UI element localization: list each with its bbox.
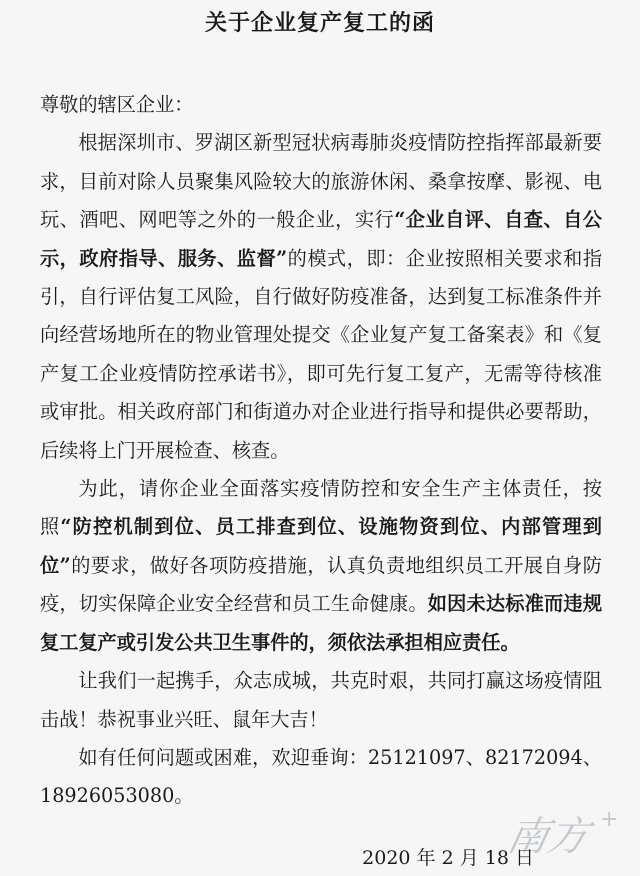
paragraph-1-bold: “企业自评、自查、自公示，政府指导、服务、监督” (40, 208, 602, 270)
paragraph-1-text-b: 的模式，即：企业按照相关要求和指引，自行评估复工风险，自行做好防疫准备，达到复工标准条件并向经营场地所在的物业管理处提交《企业复产复工备案表》和《复产复工企业疫情防控承诺书》，即可先行复工复产，无需等待核准或审批。相关政府部门和街道办对企业进行指导和提供必要帮助，后续将上门开展检查、核查。 (40, 246, 603, 462)
salutation: 尊敬的辖区企业： (40, 93, 194, 116)
letter-body (40, 86, 602, 816)
paragraph-1 (40, 124, 602, 470)
paragraph-1-text-a: 根据深圳市、罗湖区新型冠状病毒肺炎疫情防控指挥部最新要求，目前对除人员聚集风险较大的旅游休闲、桑拿按摩、影视、电玩、酒吧、网吧等之外的一般企业，实行 (40, 131, 602, 232)
paragraph-4-contact: 如有任何问题或困难，欢迎垂询：25121097、82172094、18926053080。 (40, 745, 602, 808)
paragraph-2-bold-2: 如因未达标准而违规复工复产或引发公共卫生事件的，须依法承担相应责任。 (40, 592, 603, 654)
letter-date: 2020 年 2 月 18 日 (362, 847, 534, 869)
page-title: 关于企业复产复工的函 (204, 10, 435, 36)
paragraph-2-text-b: 的要求，做好各项防疫措施，认真负责地组织员工开展自身防疫，切实保障企业安全经营和员工生命健康。 (40, 553, 602, 616)
watermark-text: 南方 (503, 812, 594, 860)
paragraph-2 (40, 470, 602, 662)
paragraph-2-bold-1: “防控机制到位、员工排查到位、设施物资到位、内部管理到位” (40, 515, 602, 577)
nanfang-plus-watermark-logo (502, 800, 624, 864)
paragraph-3: 让我们一起携手，众志成城，共克时艰，共同打赢这场疫情阻击战！恭祝事业兴旺、鼠年大吉！ (40, 669, 602, 731)
watermark-plus: + (600, 807, 619, 832)
paragraph-2-text-a: 为此，请你企业全面落实疫情防控和安全生产主体责任，按照 (40, 477, 602, 539)
